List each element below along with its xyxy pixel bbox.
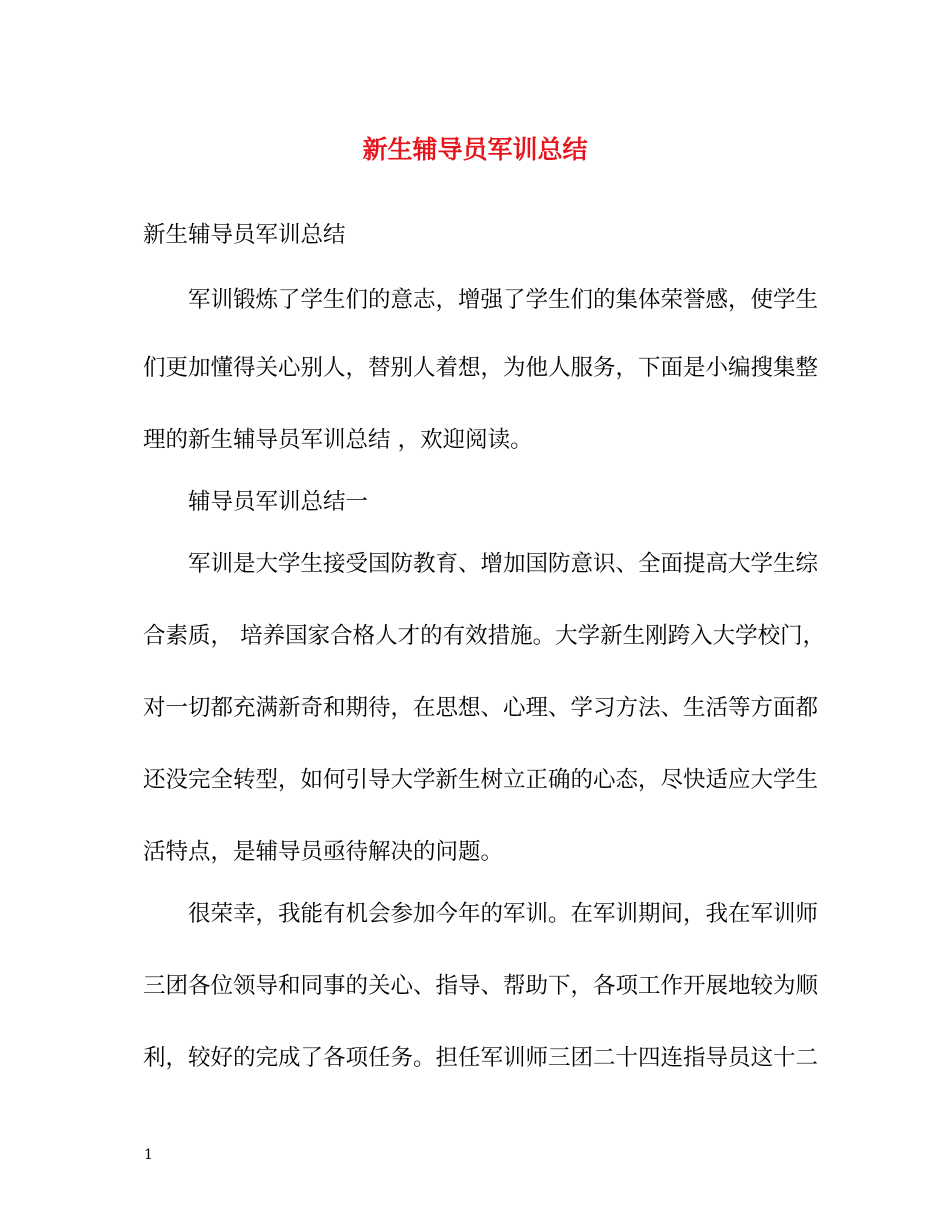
paragraph-1-line-3: 理的新生辅导员军训总结 ，欢迎阅读。	[143, 427, 533, 453]
paragraph-2-line-3: 对一切都充满新奇和期待，在思想、心理、学习方法、生活等方面都	[143, 695, 819, 721]
document-title: 新生辅导员军训总结	[362, 135, 588, 164]
paragraph-1-line-1: 军训锻炼了学生们的意志，增强了学生们的集体荣誉感，使学生	[188, 287, 819, 313]
section-heading: 辅导员军训总结一	[188, 489, 369, 515]
paragraph-3-line-3: 利，较好的完成了各项任务。担任军训师三团二十四连指导员这十二	[143, 1045, 819, 1071]
paragraph-2-line-1: 军训是大学生接受国防教育、增加国防意识、全面提高大学生综	[188, 551, 819, 577]
page-number: 1	[144, 1147, 153, 1163]
paragraph-2-line-2: 合素质， 培养国家合格人才的有效措施。大学新生刚跨入大学校门，	[143, 623, 826, 649]
paragraph-3-line-2: 三团各位领导和同事的关心、指导、帮助下，各项工作开展地较为顺	[143, 973, 819, 999]
paragraph-2-line-5: 活特点，是辅导员亟待解决的问题。	[143, 839, 504, 865]
paragraph-2-line-4: 还没完全转型，如何引导大学新生树立正确的心态，尽快适应大学生	[143, 767, 819, 793]
paragraph-1-line-2: 们更加懂得关心别人，替别人着想，为他人服务，下面是小编搜集整	[143, 355, 819, 381]
subtitle-line: 新生辅导员军训总结	[143, 222, 346, 248]
paragraph-3-line-1: 很荣幸，我能有机会参加今年的军训。在军训期间，我在军训师	[188, 901, 819, 927]
